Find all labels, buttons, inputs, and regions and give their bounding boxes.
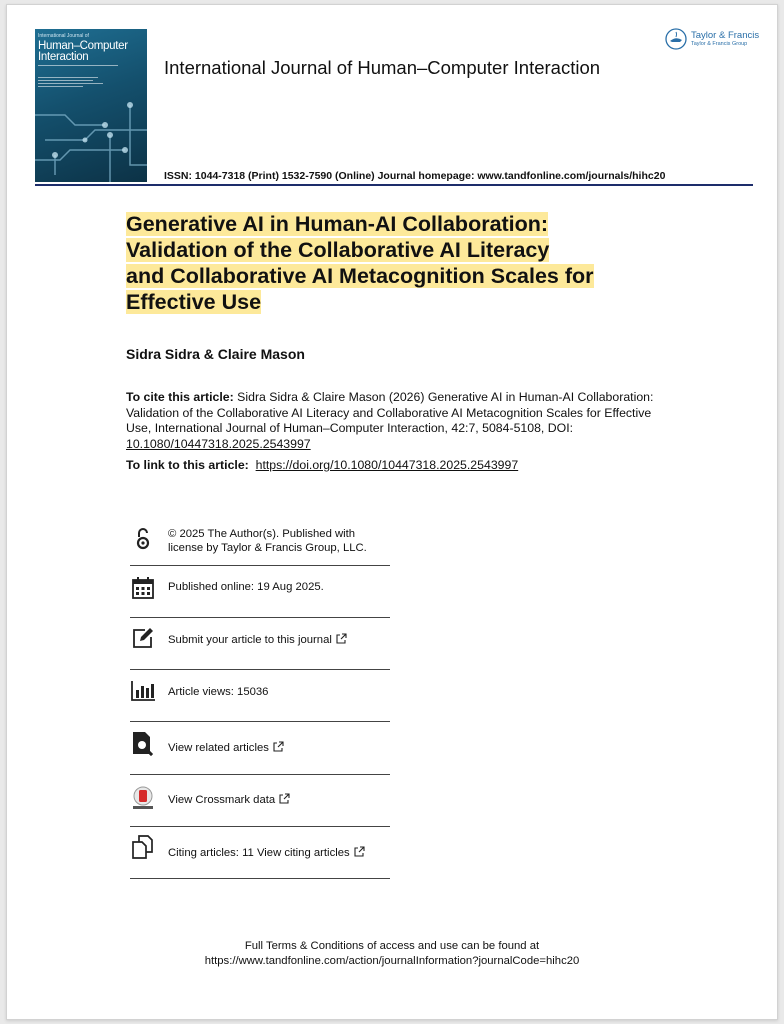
calendar-icon — [130, 575, 156, 601]
related-articles-item[interactable] — [130, 730, 390, 760]
cite-label: To cite this article: — [126, 390, 234, 404]
cover-title: Human–Computer Interaction — [38, 40, 128, 63]
article-link-line — [126, 458, 518, 472]
external-link-icon — [273, 741, 284, 752]
cite-text: Sidra Sidra & Claire Mason (2026) Generative AI in Human-AI Collaboration: Validation of the Collaborative AI Literacy and Collaborative AI Metacognition Scales for Effective Use, International Journal of Human–Computer Interaction, 42:7, 5084-5108, DOI: — [126, 390, 654, 435]
link-label: To link to this article: — [126, 458, 249, 472]
article-views-item — [130, 678, 390, 706]
license-text: © 2025 The Author(s). Published with license by Taylor & Francis Group, LLC. — [168, 528, 367, 554]
crossmark-link[interactable]: View Crossmark data — [168, 793, 290, 808]
publisher-name: Taylor & Francis — [691, 30, 760, 41]
item-divider — [130, 774, 390, 775]
open-access-icon — [130, 526, 156, 552]
publisher-subname: Taylor & Francis Group — [691, 41, 748, 47]
cover-circuit-art — [35, 95, 147, 182]
cover-text-line — [38, 86, 83, 87]
citing-articles-icon — [130, 834, 156, 860]
edit-icon — [130, 625, 156, 651]
article-authors: Sidra Sidra & Claire Mason — [126, 346, 305, 362]
journal-name: International Journal of Human–Computer Interaction — [164, 57, 601, 78]
title-line: Generative AI in Human-AI Collaboration: — [126, 212, 549, 236]
lamp-logo-icon — [665, 28, 687, 50]
cover-text-line — [38, 65, 118, 66]
external-link-icon — [279, 793, 290, 804]
related-articles-link[interactable]: View related articles — [168, 741, 284, 756]
cover-line1: International Journal of — [38, 33, 89, 39]
submit-article-item[interactable] — [130, 625, 390, 653]
external-link-icon — [336, 633, 347, 644]
citing-articles-link[interactable]: Citing articles: 11 View citing articles — [168, 846, 365, 861]
terms-footer — [7, 939, 777, 969]
item-divider — [130, 617, 390, 618]
item-divider — [130, 669, 390, 670]
item-divider — [130, 878, 390, 879]
title-line: Effective Use — [126, 290, 262, 314]
article-views-text: Article views: 15036 — [168, 686, 269, 698]
cover-text-line — [38, 80, 93, 81]
item-divider — [130, 826, 390, 827]
citation-block — [126, 390, 666, 452]
published-text: Published online: 19 Aug 2025. — [168, 581, 324, 593]
crossmark-item[interactable] — [130, 785, 390, 813]
cover-text-line — [38, 83, 103, 84]
terms-line: Full Terms & Conditions of access and use can be found at — [244, 940, 540, 952]
license-item — [130, 526, 390, 560]
header-rule — [35, 184, 753, 186]
publisher-logo — [665, 27, 760, 53]
article-url-link[interactable]: https://doi.org/10.1080/10447318.2025.2543997 — [255, 458, 519, 472]
bar-chart-icon — [130, 678, 156, 704]
terms-url-link[interactable]: https://www.tandfonline.com/action/journalInformation?journalCode=hihc20 — [204, 955, 580, 967]
title-line: Validation of the Collaborative AI Literacy — [126, 238, 550, 262]
doi-link[interactable]: 10.1080/10447318.2025.2543997 — [126, 436, 311, 451]
pdf-page — [6, 4, 778, 1020]
external-link-icon — [354, 846, 365, 857]
submit-article-link[interactable]: Submit your article to this journal — [168, 633, 347, 648]
published-item — [130, 575, 390, 603]
journal-cover-image — [35, 29, 147, 182]
citing-articles-item[interactable] — [130, 834, 390, 864]
article-title — [126, 211, 686, 315]
cover-text-line — [38, 77, 98, 78]
title-line: and Collaborative AI Metacognition Scales for — [126, 264, 594, 288]
search-document-icon — [130, 730, 156, 756]
item-divider — [130, 721, 390, 722]
crossmark-icon — [130, 785, 156, 811]
issn-line: ISSN: 1044-7318 (Print) 1532-7590 (Online) Journal homepage: www.tandfonline.com/journals/hihc20 — [164, 170, 666, 182]
item-divider — [130, 565, 390, 566]
